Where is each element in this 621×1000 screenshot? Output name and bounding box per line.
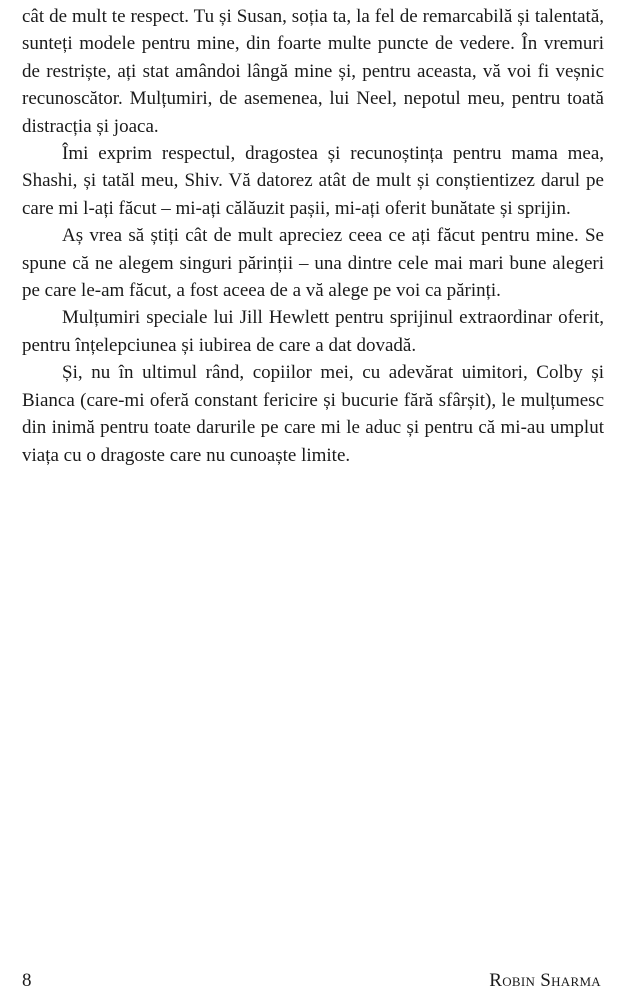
page-footer: [22, 968, 601, 994]
body-text: [22, 3, 604, 469]
paragraph-children: Și, nu în ultimul rând, copiilor mei, cu adevărat uimitori, Colby și Bianca (care-mi oferă constant fericire și bucurie fără sfârșit), le mulțumesc din inimă pentru toate darurile pe care mi le aduc și pentru că mi-au umplut viața cu o dragoste care nu cunoaște limite.: [22, 362, 604, 466]
page-number: 8: [22, 970, 32, 991]
paragraph-parents: Îmi exprim respectul, dragostea și recunoștința pentru mama mea, Shashi, și tatăl meu, Shiv. Vă datorez atât de mult și conștientizez darul pe care mi l-ați făcut – mi-ați călăuzit pașii, mi-ați oferit bunătate și sprijin.: [22, 143, 604, 219]
paragraph-continuation: cât de mult te respect. Tu și Susan, soția ta, la fel de remarcabilă și talentată, sunteți modele pentru mine, din foarte multe puncte de vedere. În vremuri de restriște, ați stat amândoi lângă mine și, pentru aceasta, vă voi fi veșnic recunoscător. Mulțumiri, de asemenea, lui Neel, nepotul meu, pentru toată distracția și joaca.: [22, 6, 604, 137]
paragraph-jill-hewlett: Mulțumiri speciale lui Jill Hewlett pentru sprijinul extraordinar oferit, pentru înțelepciunea și iubirea de care a dat dovadă.: [22, 307, 604, 356]
author-running-head: Robin Sharma: [489, 970, 601, 991]
paragraph-choice: Aș vrea să știți cât de mult apreciez ceea ce ați făcut pentru mine. Se spune că ne alegem singuri părinții – una dintre cele mai mari bune alegeri pe care le-am făcut, a fost aceea de a vă alege pe voi ca părinți.: [22, 225, 604, 302]
